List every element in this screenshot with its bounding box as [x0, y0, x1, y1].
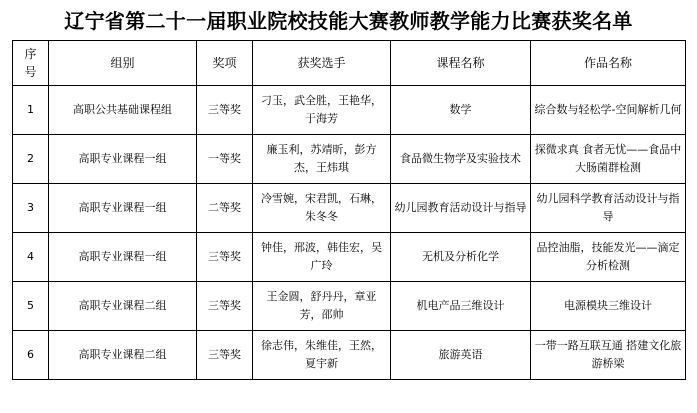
cell-winners: 廉玉利，苏靖昕，彭方杰，王炜琪 — [253, 135, 391, 184]
table-body — [13, 86, 686, 380]
table-row — [13, 86, 686, 135]
cell-award: 三等奖 — [197, 282, 253, 331]
cell-no: 4 — [13, 233, 49, 282]
cell-work: 品控油脂，技能发光——滴定分析检测 — [531, 233, 686, 282]
cell-work: 幼儿园科学教育活动设计与指导 — [531, 184, 686, 233]
cell-work: 探微求真 食者无忧——食品中大肠菌群检测 — [531, 135, 686, 184]
cell-winners: 冷雪婉，宋君凯，石琳，朱冬冬 — [253, 184, 391, 233]
cell-award: 一等奖 — [197, 135, 253, 184]
cell-work: 综合数与轻松学-空间解析几何 — [531, 86, 686, 135]
cell-work: 电源模块三维设计 — [531, 282, 686, 331]
header-course: 课程名称 — [391, 41, 531, 86]
cell-no: 1 — [13, 86, 49, 135]
cell-winners: 王金圆，舒丹丹，章亚芳，邵帅 — [253, 282, 391, 331]
header-winners: 获奖选手 — [253, 41, 391, 86]
header-award: 奖项 — [197, 41, 253, 86]
cell-course: 食品微生物学及实验技术 — [391, 135, 531, 184]
cell-group: 高职专业课程一组 — [49, 233, 197, 282]
cell-group: 高职专业课程二组 — [49, 331, 197, 380]
cell-course: 机电产品三维设计 — [391, 282, 531, 331]
cell-group: 高职公共基础课程组 — [49, 86, 197, 135]
cell-group: 高职专业课程一组 — [49, 135, 197, 184]
cell-course: 数学 — [391, 86, 531, 135]
table-row — [13, 331, 686, 380]
document-title: 辽宁省第二十一届职业院校技能大赛教师教学能力比赛获奖名单 — [64, 9, 633, 33]
header-no: 序号 — [13, 41, 49, 86]
header-work: 作品名称 — [531, 41, 686, 86]
cell-group: 高职专业课程二组 — [49, 282, 197, 331]
cell-winners: 钟佳，邢波，韩佳宏，吴广玲 — [253, 233, 391, 282]
cell-winners: 徐志伟，朱维佳，王然，夏宇新 — [253, 331, 391, 380]
cell-award: 三等奖 — [197, 233, 253, 282]
cell-award: 三等奖 — [197, 331, 253, 380]
cell-no: 2 — [13, 135, 49, 184]
table-row — [13, 184, 686, 233]
awards-table — [12, 40, 686, 380]
cell-winners: 刁玉，武全胜，王艳华，于海芳 — [253, 86, 391, 135]
cell-course: 旅游英语 — [391, 331, 531, 380]
header-group: 组别 — [49, 41, 197, 86]
cell-no: 3 — [13, 184, 49, 233]
table-row — [13, 282, 686, 331]
cell-no: 5 — [13, 282, 49, 331]
cell-course: 无机及分析化学 — [391, 233, 531, 282]
table-row — [13, 233, 686, 282]
cell-award: 三等奖 — [197, 86, 253, 135]
table-row — [13, 135, 686, 184]
cell-work: 一带一路互联互通 搭建文化旅游桥梁 — [531, 331, 686, 380]
header-row — [13, 41, 686, 86]
cell-no: 6 — [13, 331, 49, 380]
cell-award: 二等奖 — [197, 184, 253, 233]
cell-course: 幼儿园教育活动设计与指导 — [391, 184, 531, 233]
cell-group: 高职专业课程一组 — [49, 184, 197, 233]
table-header — [13, 41, 686, 86]
